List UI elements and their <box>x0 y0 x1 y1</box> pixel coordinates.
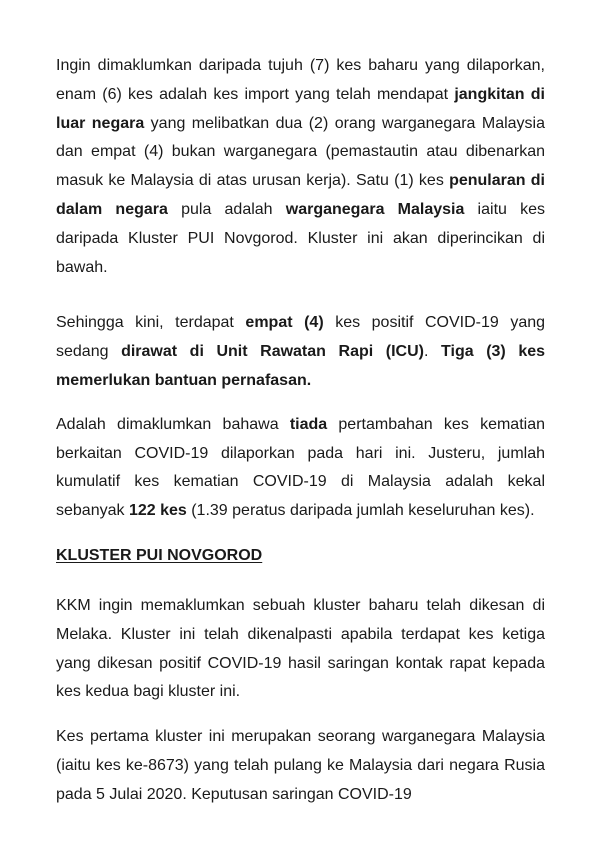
text-segment: Ingin dimaklumkan daripada tujuh (7) kes baharu yang dilaporkan, enam (6) kes adalah kes import yang telah mendapat <box>56 57 545 103</box>
paragraph-deaths <box>56 411 545 526</box>
text-segment: Adalah dimaklumkan bahawa <box>56 415 290 433</box>
text-segment: . <box>423 343 442 361</box>
paragraph-icu-cases <box>56 309 545 395</box>
section-heading-kluster-pui-novgorod: KLUSTER PUI NOVGOROD <box>56 546 263 564</box>
bold-text-segment: dirawat di Unit Rawatan Rapi (ICU) <box>121 343 424 361</box>
paragraph-cluster-intro <box>56 592 545 707</box>
bold-text-segment: jangkitan di luar negara <box>56 85 545 132</box>
text-segment: Sehingga kini, terdapat <box>56 314 246 332</box>
bold-text-segment: empat (4) <box>245 314 324 332</box>
text-segment: pula adalah <box>167 200 286 218</box>
paragraph-first-case <box>56 723 545 809</box>
text-segment: pertambahan kes kematian berkaitan COVID-19 dilaporkan pada hari ini. Justeru, jumlah kumulatif kes kematian COVID-19 di Malaysia adalah kekal sebanyak <box>56 415 545 520</box>
paragraph-new-cases <box>56 52 545 282</box>
text-segment: (1.39 peratus daripada jumlah keseluruhan kes). <box>186 502 535 520</box>
text-segment: Kes pertama kluster ini merupakan seorang warganegara Malaysia (iaitu kes ke-8673) yang telah pulang ke Malaysia dari negara Rusia pada 5 Julai 2020. Keputusan saringan COVID-19 <box>56 728 545 803</box>
text-segment: kes positif COVID-19 yang sedang <box>56 314 546 361</box>
bold-text-segment: 122 kes <box>128 502 187 520</box>
bold-text-segment: tiada <box>289 415 328 433</box>
text-segment: yang melibatkan dua (2) orang warganegara Malaysia dan empat (4) bukan warganegara (pemastautin atau dibenarkan masuk ke Malaysia di atas urusan kerja). Satu (1) kes <box>56 114 546 190</box>
bold-text-segment: penularan di dalam negara <box>56 172 546 218</box>
bold-text-segment: warganegara Malaysia <box>285 200 465 218</box>
document-page <box>56 52 545 810</box>
text-segment: KKM ingin memaklumkan sebuah kluster baharu telah dikesan di Melaka. Kluster ini telah dikenalpasti apabila terdapat kes ketiga yang dikesan positif COVID-19 hasil saringan kontak rapat kepada kes kedua bagi kluster ini. <box>56 596 545 701</box>
bold-text-segment: Tiga (3) kes memerlukan bantuan pernafasan. <box>56 343 546 389</box>
text-segment: iaitu kes daripada Kluster PUI Novgorod. Kluster ini akan diperincikan di bawah. <box>56 200 545 276</box>
